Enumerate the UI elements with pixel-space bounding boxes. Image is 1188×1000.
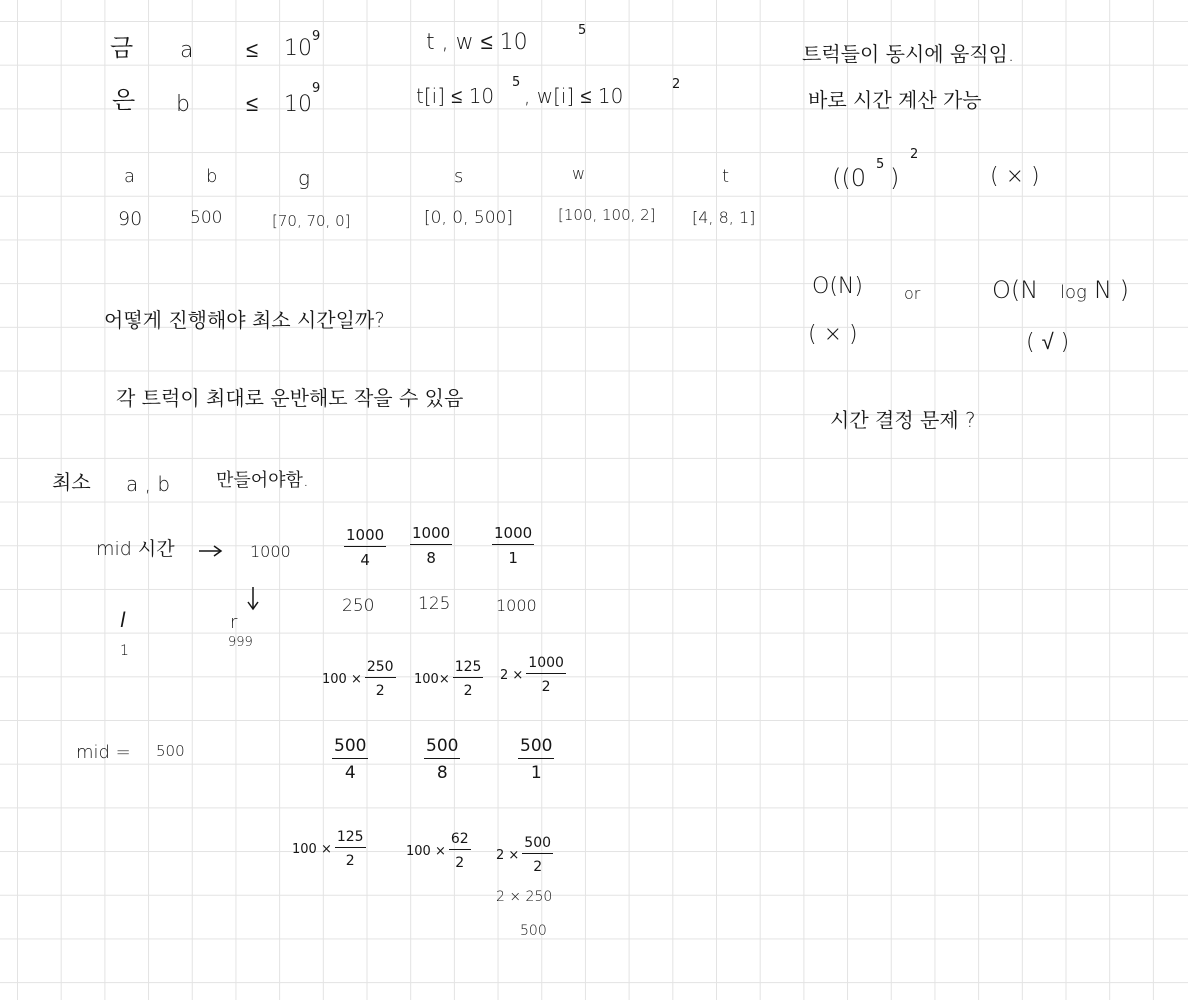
square-inner-exp: 5 [876, 157, 885, 172]
complexity-or: or [904, 284, 921, 303]
ti-exp: 5 [512, 75, 521, 90]
on-mark: ( × ) [808, 322, 858, 347]
tw-exp: 5 [578, 23, 587, 38]
fraction-500-8: $\frac{500}{8}$ [426, 736, 459, 783]
note-may-be-small: 각 트럭이 최대로 운반해도 작을 수 있음 [116, 386, 464, 410]
result-1000: 1000 [496, 596, 537, 615]
question-min-time: 어떻게 진행해야 최소 시간일까? [104, 308, 385, 332]
right-bound-value: 999 [228, 635, 253, 650]
decision-question: 시간 결정 문제 ? [830, 408, 976, 432]
onlogn-mark: ( √ ) [1026, 330, 1070, 355]
value-b: 500 [190, 208, 223, 228]
fraction-1000-4: $\frac{1000}{4}$ [346, 526, 385, 569]
fraction-500-4: $\frac{500}{4}$ [334, 736, 367, 783]
product-100x125: 100× $\frac{125}{2}$ [414, 659, 482, 699]
left-bound-label: l [120, 608, 126, 632]
mid-time-label: mid 시간 [96, 538, 175, 560]
mid-eq-value: 500 [156, 742, 185, 760]
square-main: ((0 [832, 164, 866, 192]
complexity-onlogn-log: log [1060, 282, 1087, 303]
square-close: ) [890, 164, 900, 192]
silver-exp: 9 [312, 81, 321, 96]
gold-base: 10 [284, 36, 312, 61]
header-a: a [124, 166, 136, 187]
note-min-label: 최소 [52, 470, 91, 494]
product-2x1000: 2 × $\frac{1000}{2}$ [500, 655, 564, 695]
result-125: 125 [418, 594, 451, 614]
silver-var: b [176, 92, 190, 117]
step-500: 500 [520, 923, 547, 939]
value-g: [70, 70, 0] [272, 212, 351, 230]
gold-label: 금 [110, 34, 134, 62]
right-arrow-icon [198, 544, 224, 558]
complexity-onlogn-post: N ) [1094, 276, 1129, 304]
header-s: s [454, 166, 464, 187]
fraction-500-1: $\frac{500}{1}$ [520, 736, 553, 783]
tw-constraint: t , w ≤ 10 [426, 30, 528, 55]
gold-op: ≤ [246, 38, 259, 63]
product-2x500: 2 × $\frac{500}{2}$ [496, 835, 552, 875]
product-100x125-b: 100 × $\frac{125}{2}$ [292, 829, 364, 869]
note-direct-calc: 바로 시간 계산 가능 [808, 88, 982, 112]
product-100x62: 100 × $\frac{62}{2}$ [406, 831, 469, 871]
complexity-onlogn-pre: O(N [992, 276, 1039, 304]
square-mark: ( × ) [990, 164, 1040, 189]
wi-constraint: , w[i] ≤ 10 [524, 84, 624, 108]
wi-exp: 2 [672, 77, 681, 92]
value-s: [0, 0, 500] [424, 208, 513, 228]
square-exp: 2 [910, 147, 919, 162]
complexity-on: O(N) [812, 274, 863, 299]
gold-var: a [180, 38, 194, 63]
header-t: t [722, 166, 730, 187]
value-w: [100, 100, 2] [558, 206, 656, 224]
value-t: [4, 8, 1] [692, 208, 756, 227]
header-b: b [206, 166, 218, 187]
note-must-make: 만들어야함. [216, 470, 309, 491]
header-w: w [572, 164, 586, 183]
result-250: 250 [342, 596, 375, 616]
header-g: g [298, 166, 311, 190]
step-2x250: 2 × 250 [496, 889, 553, 905]
silver-label: 은 [112, 86, 136, 114]
silver-base: 10 [284, 92, 312, 117]
ti-constraint: t[i] ≤ 10 [416, 84, 495, 108]
silver-op: ≤ [246, 92, 259, 117]
fraction-1000-1: $\frac{1000}{1}$ [494, 524, 533, 567]
value-a: 90 [118, 208, 143, 230]
mid-eq-label: mid = [76, 742, 131, 763]
note-simultaneous: 트럭들이 동시에 움직임. [802, 42, 1015, 66]
gold-exp: 9 [312, 29, 321, 44]
note-ab: a , b [126, 472, 171, 496]
down-arrow-icon [246, 586, 260, 612]
mid-time-value: 1000 [250, 542, 291, 561]
left-bound-value: 1 [120, 643, 129, 659]
product-100x250: 100 × $\frac{250}{2}$ [322, 659, 394, 699]
fraction-1000-8: $\frac{1000}{8}$ [412, 524, 451, 567]
right-bound-label: r [230, 612, 238, 633]
